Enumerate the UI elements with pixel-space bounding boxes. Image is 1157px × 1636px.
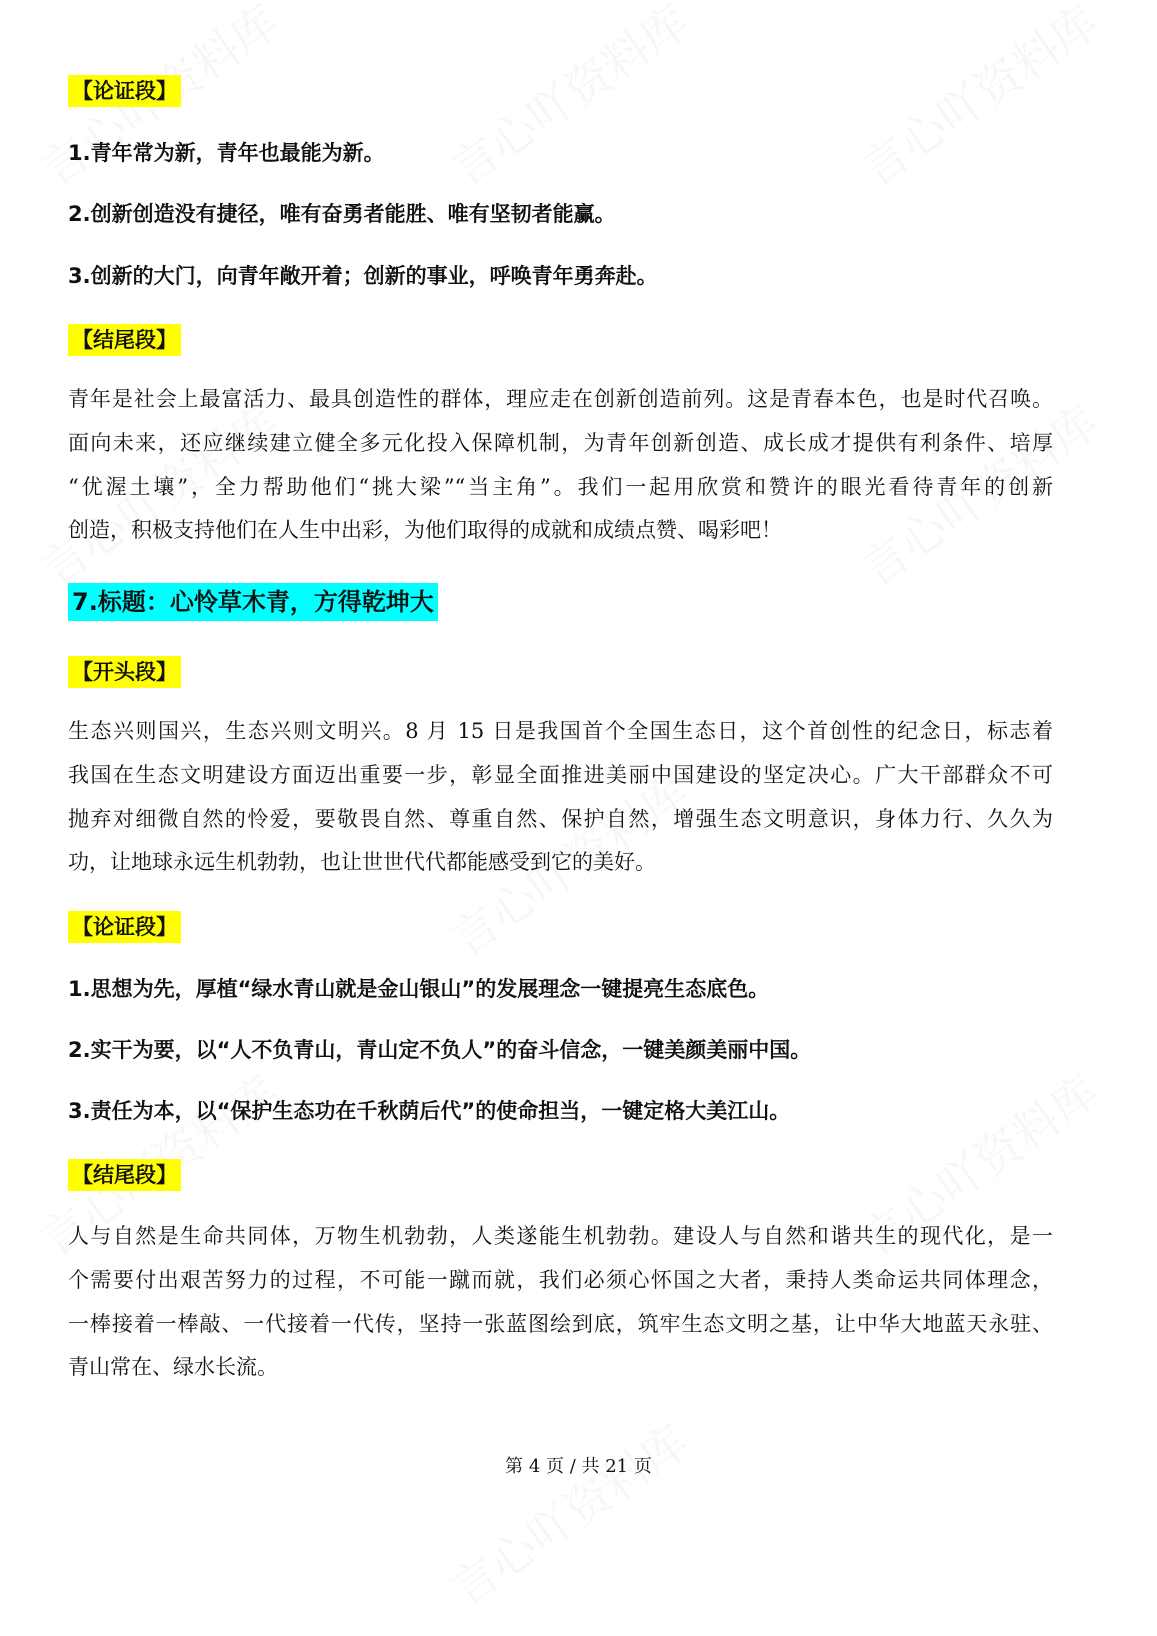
ending-paragraph [68, 1215, 1053, 1390]
argument-point: 2.实干为要，以“人不负青山，青山定不负人”的奋斗信念，一键美颜美丽中国。 [68, 1038, 812, 1062]
paragraph-line: 生态兴则国兴，生态兴则文明兴。8 月 15 日是我国首个全国生态日，这个首创性的纪念日，标志着 [68, 719, 1053, 743]
paragraph-line: 面向未来，还应继续建立健全多元化投入保障机制，为青年创新创造、成长成才提供有利条件、培厚 [68, 430, 1053, 455]
paragraph-line: 青山常在、绿水长流。 [68, 1355, 278, 1380]
paragraph-line: 功，让地球永远生机勃勃，也让世世代代都能感受到它的美好。 [68, 850, 656, 875]
paragraph-line: 创造，积极支持他们在人生中出彩，为他们取得的成就和成绩点赞、喝彩吧！ [68, 518, 782, 543]
section-label-argument: 【论证段】 [68, 75, 181, 107]
section-title: 7.标题：心怜草木青，方得乾坤大 [68, 583, 438, 621]
paragraph-line: 青年是社会上最富活力、最具创造性的群体，理应走在创新创造前列。这是青春本色，也是时代召唤。 [68, 387, 1053, 411]
argument-point: 1.思想为先，厚植“绿水青山就是金山银山”的发展理念一键提亮生态底色。 [68, 977, 770, 1001]
paragraph-line: 抛弃对细微自然的怜爱，要敬畏自然、尊重自然、保护自然，增强生态文明意识，身体力行、久久为 [68, 806, 1053, 831]
section-label-ending: 【结尾段】 [68, 1159, 181, 1191]
argument-point: 3.创新的大门，向青年敞开着；创新的事业，呼唤青年勇奔赴。 [68, 264, 658, 288]
argument-point: 3.责任为本，以“保护生态功在千秋荫后代”的使命担当，一键定格大美江山。 [68, 1099, 791, 1123]
paragraph-line: 人与自然是生命共同体，万物生机勃勃，人类遂能生机勃勃。建设人与自然和谐共生的现代化，是一 [68, 1224, 1053, 1248]
paragraph-line: 一棒接着一棒敲、一代接着一代传，坚持一张蓝图绘到底，筑牢生态文明之基，让中华大地蓝天永驻、 [68, 1311, 1053, 1336]
page-footer: 第 4 页 / 共 21 页 [505, 1456, 652, 1477]
watermark [436, 1407, 700, 1619]
argument-point: 2.创新创造没有捷径，唯有奋勇者能胜、唯有坚韧者能赢。 [68, 202, 616, 226]
section-label-argument: 【论证段】 [68, 911, 181, 943]
section-label-ending: 【结尾段】 [68, 324, 181, 356]
section-label-opening: 【开头段】 [68, 656, 181, 688]
paragraph-line: “优渥土壤”，全力帮助他们“挑大梁”“当主角”。我们一起用欣赏和赞许的眼光看待青年的创新 [68, 474, 1053, 499]
paragraph-line: 我国在生态文明建设方面迈出重要一步，彰显全面推进美丽中国建设的坚定决心。广大干部群众不可 [68, 762, 1053, 787]
argument-point: 1.青年常为新，青年也最能为新。 [68, 141, 385, 165]
ending-paragraph [68, 378, 1053, 553]
opening-paragraph [68, 710, 1053, 885]
paragraph-line: 个需要付出艰苦努力的过程，不可能一蹴而就，我们必须心怀国之大者，秉持人类命运共同体理念， [68, 1267, 1053, 1292]
